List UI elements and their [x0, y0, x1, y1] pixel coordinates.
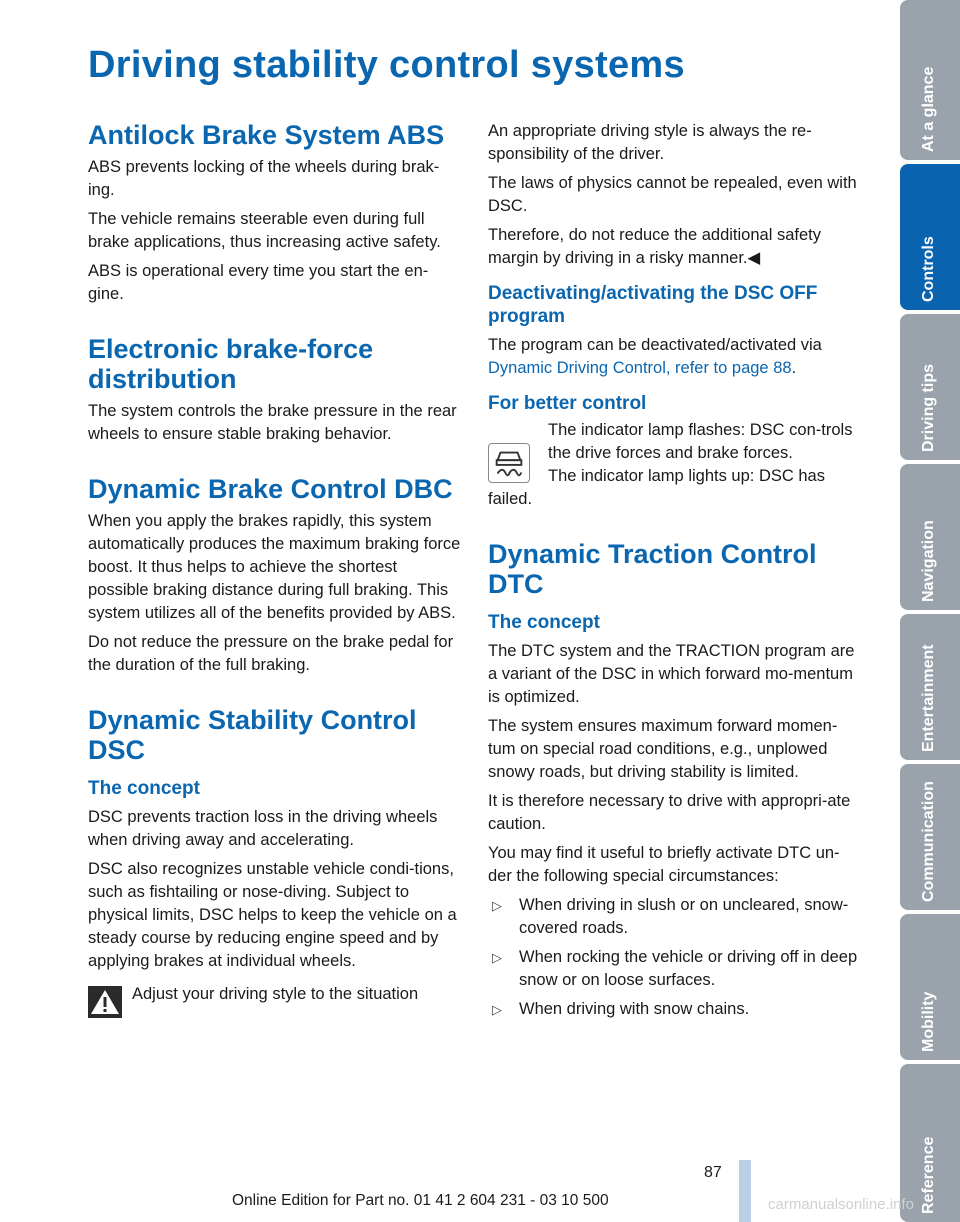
abs-heading: Antilock Brake System ABS — [88, 120, 445, 150]
dsc-paragraph-1: DSC prevents traction loss in the driving wheels when driving away and accelerating. — [88, 808, 438, 849]
deactivate-text: The program can be deactivated/activated via — [488, 336, 822, 354]
dtc-circumstances-list — [488, 894, 862, 1021]
dtc-paragraph-4: You may find it useful to briefly activate DTC un‐der the following special circumstances: — [488, 844, 840, 885]
page-marker-bar — [739, 1160, 751, 1222]
better-paragraph-1: The indicator lamp flashes: DSC con‐trols the drive forces and brake forces. — [548, 421, 853, 462]
warning-triangle-icon — [88, 986, 122, 1018]
dtc-paragraph-2: The system ensures maximum forward momen‐tum on special road conditions, e.g., unplowed snowy roads, but driving stability is limited. — [488, 717, 838, 781]
bullet-triangle-icon: ▷ — [492, 950, 502, 965]
ebd-paragraph-1: The system controls the brake pressure in the rear wheels to ensure stable braking behavior. — [88, 402, 457, 443]
dtc-heading: Dynamic Traction Control DTC — [488, 539, 817, 599]
dtc-concept-heading: The concept — [488, 612, 600, 633]
page-88-link[interactable]: Dynamic Driving Control, refer to page 88 — [488, 359, 792, 377]
deactivate-paragraph — [488, 334, 862, 380]
abs-paragraph-1: ABS prevents locking of the wheels during brak‐ing. — [88, 158, 440, 199]
list-item: ▷ When driving in slush or on uncleared, snow-covered roads. — [492, 896, 849, 937]
footer-edition-text: Online Edition for Part no. 01 41 2 604 231 - 03 10 500 — [232, 1192, 609, 1209]
better-paragraph-2: The indicator lamp lights up: DSC has — [548, 467, 825, 485]
abs-paragraph-3: ABS is operational every time you start the en‐gine. — [88, 262, 429, 303]
ebd-heading: Electronic brake-force distribution — [88, 334, 374, 394]
dtc-paragraph-1: The DTC system and the TRACTION program are a variant of the DSC in which forward mo‐mentum is optimized. — [488, 642, 855, 706]
warning-note — [88, 983, 462, 1006]
page-number: 87 — [704, 1164, 722, 1181]
warning-text: Adjust your driving style to the situation — [132, 985, 419, 1003]
tab-controls[interactable]: Controls — [900, 164, 960, 310]
dsc-indicator-icon — [488, 443, 530, 483]
dsc-paragraph-2: DSC also recognizes unstable vehicle condi‐tions, such as fishtailing or nose-diving. Subject to physical limits, DSC helps to keep the vehicle on a steady course by reducing engine speed and by applying brakes at individual wheels. — [88, 860, 457, 970]
left-column — [88, 120, 462, 1006]
deactivate-end: . — [791, 359, 797, 377]
bullet-triangle-icon: ▷ — [492, 898, 502, 913]
right-paragraph-3: Therefore, do not reduce the additional safety margin by driving in a risky manner.◀ — [488, 226, 821, 267]
list-item: ▷ When driving with snow chains. — [488, 998, 862, 1021]
bullet-triangle-icon: ▷ — [492, 1002, 502, 1017]
list-item: ▷ When rocking the vehicle or driving off in deep snow or on loose surfaces. — [492, 948, 858, 989]
abs-paragraph-2: The vehicle remains steerable even during full brake applications, thus increasing active safety. — [88, 210, 441, 251]
better-control-heading: For better control — [488, 393, 647, 414]
indicator-note — [488, 419, 862, 511]
dbc-paragraph-1: When you apply the brakes rapidly, this system automatically produces the maximum braking force boost. It thus helps to achieve the shortest possible braking distance during full braking. This system utilizes all of the benefits provided by ABS. — [88, 512, 461, 622]
tab-entertainment[interactable]: Entertainment — [900, 614, 960, 760]
tab-communication[interactable]: Communication — [900, 764, 960, 910]
dtc-paragraph-3: It is therefore necessary to drive with appropri‐ate caution. — [488, 792, 851, 833]
chapter-tabs — [900, 0, 960, 1222]
dsc-heading: Dynamic Stability Control DSC — [88, 705, 417, 765]
tab-mobility[interactable]: Mobility — [900, 914, 960, 1060]
watermark: carmanualsonline.info — [768, 1196, 914, 1213]
better-paragraph-2-cont: failed. — [488, 490, 533, 508]
tab-reference[interactable]: Reference — [900, 1064, 960, 1222]
tab-at-a-glance[interactable]: At a glance — [900, 0, 960, 160]
dbc-paragraph-2: Do not reduce the pressure on the brake pedal for the duration of the full braking. — [88, 633, 454, 674]
dbc-heading: Dynamic Brake Control DBC — [88, 474, 453, 504]
right-paragraph-2: The laws of physics cannot be repealed, even with DSC. — [488, 174, 857, 215]
deactivate-heading: Deactivating/activating the DSC OFF program — [488, 283, 818, 327]
dsc-concept-heading: The concept — [88, 778, 200, 799]
page-title: Driving stability control systems — [88, 44, 685, 86]
right-column — [488, 120, 862, 1027]
tab-driving-tips[interactable]: Driving tips — [900, 314, 960, 460]
right-paragraph-1: An appropriate driving style is always the re‐sponsibility of the driver. — [488, 122, 812, 163]
tab-navigation[interactable]: Navigation — [900, 464, 960, 610]
